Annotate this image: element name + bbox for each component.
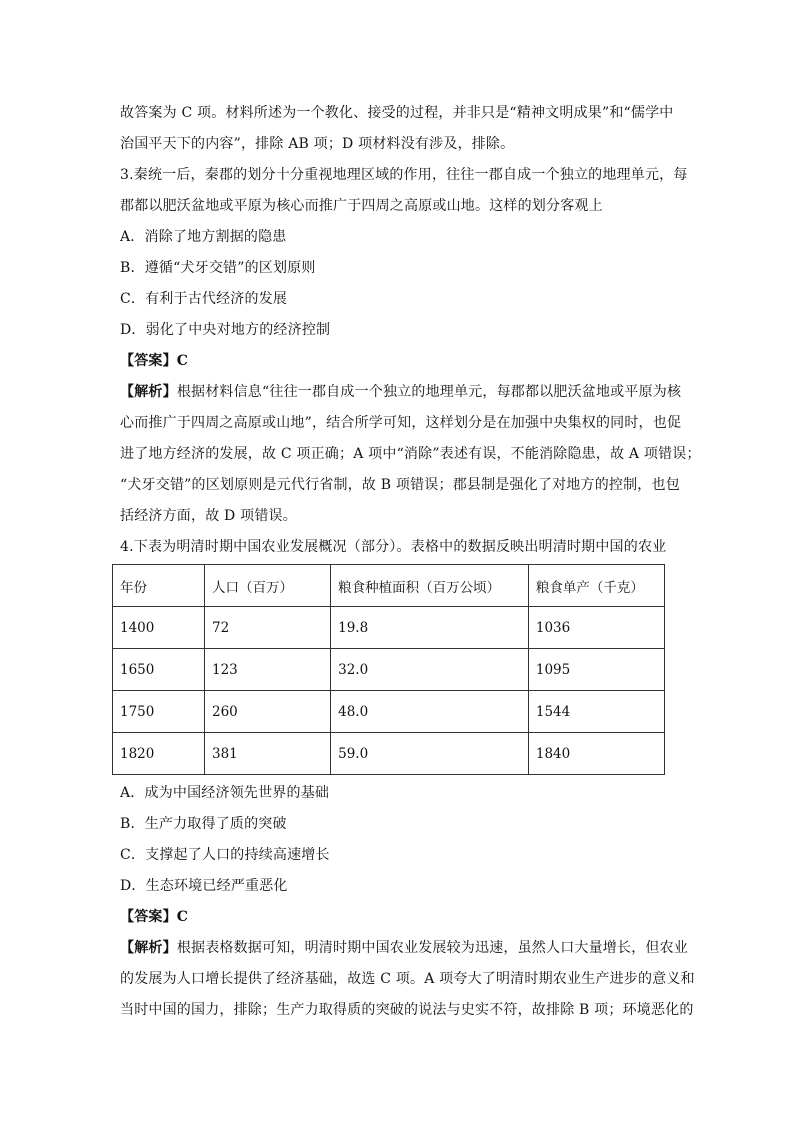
- q3-stem-line-2: 郡都以肥沃盆地或平原为核心而推广于四周之高原或山地。这样的划分客观上: [120, 198, 603, 214]
- q2-analysis-line-1: 故答案为 C 项。材料所述为一个教化、接受的过程，并非只是“精神文明成果”和“儒学中: [120, 105, 674, 121]
- q4-option-c: C．支撑起了人口的持续高速增长: [120, 847, 330, 863]
- table-row: [113, 691, 665, 733]
- q3-analysis-label: 【解析】: [120, 384, 177, 400]
- q4-analysis-text-1: 根据表格数据可知，明清时期中国农业发展较为迅速，虽然人口大量增长，但农业: [176, 940, 689, 956]
- q3-analysis-line-1: [120, 377, 680, 408]
- q3-analysis-line-3: 进了地方经济的发展，故 C 项正确；A 项中“消除”表述有误，不能消除隐患，故 A 项错误；: [120, 446, 701, 462]
- table-header-cell: 粮食种植面积（百万公顷）: [331, 565, 529, 607]
- q4-option-b: B．生产力取得了质的突破: [120, 816, 287, 832]
- table-cell: 123: [204, 649, 330, 691]
- q3-analysis-line-2: 心而推广于四周之高原或山地”，结合所学可知，这样划分是在加强中央集权的同时，也促: [120, 415, 682, 431]
- table-row: [113, 733, 665, 775]
- q3-option-b: B．遵循“犬牙交错”的区划原则: [120, 260, 316, 276]
- q4-option-a: A．成为中国经济领先世界的基础: [120, 785, 330, 801]
- table-row: [113, 649, 665, 691]
- q3-analysis-line-5: 括经济方面，故 D 项错误。: [120, 508, 297, 524]
- table-cell: 1095: [528, 649, 664, 691]
- q4-analysis-line-2: 的发展为人口增长提供了经济基础，故选 C 项。A 项夸大了明清时期农业生产进步的意义和: [120, 971, 695, 987]
- table-header-cell: 粮食单产（千克）: [528, 565, 664, 607]
- q3-option-c: C．有利于古代经济的发展: [120, 291, 288, 307]
- q4-analysis-label: 【解析】: [120, 940, 177, 956]
- table-cell: 1036: [528, 607, 664, 649]
- table-header-cell: 人口（百万）: [204, 565, 330, 607]
- q3-analysis-text-1: 根据材料信息“往往一郡自成一个独立的地理单元，每郡都以肥沃盆地或平原为核: [176, 384, 682, 400]
- q4-analysis-line-1: [120, 933, 689, 964]
- table-cell: 48.0: [331, 691, 529, 733]
- table-cell: 1750: [113, 691, 205, 733]
- table-header-row: [113, 565, 665, 607]
- table-cell: 1400: [113, 607, 205, 649]
- table-cell: 72: [204, 607, 330, 649]
- q4-analysis-line-3: 当时中国的国力，排除；生产力取得质的突破的说法与史实不符，故排除 B 项；环境恶化的: [120, 1002, 694, 1018]
- table-cell: 32.0: [331, 649, 529, 691]
- table-cell: 19.8: [331, 607, 529, 649]
- table-cell: 381: [204, 733, 330, 775]
- q4-answer: 【答案】C: [120, 909, 189, 925]
- table-row: [113, 607, 665, 649]
- q4-option-d: D．生态环境已经严重恶化: [120, 878, 288, 894]
- q3-stem-line-1: 3.秦统一后，秦郡的划分十分重视地理区域的作用，往往一郡自成一个独立的地理单元，每: [120, 167, 688, 183]
- q3-answer: 【答案】C: [120, 353, 189, 369]
- table-header-cell: 年份: [113, 565, 205, 607]
- q4-stem: 4.下表为明清时期中国农业发展概况（部分）。表格中的数据反映出明清时期中国的农业: [120, 539, 667, 555]
- q3-option-d: D．弱化了中央对地方的经济控制: [120, 322, 331, 338]
- table-cell: 1650: [113, 649, 205, 691]
- table-cell: 59.0: [331, 733, 529, 775]
- q3-option-a: A．消除了地方割据的隐患: [120, 229, 287, 245]
- table-cell: 1544: [528, 691, 664, 733]
- q2-analysis-line-2: 治国平天下的内容”，排除 AB 项；D 项材料没有涉及，排除。: [120, 136, 515, 152]
- table-cell: 1840: [528, 733, 664, 775]
- q3-analysis-line-4: “犬牙交错”的区划原则是元代行省制，故 B 项错误；郡县制是强化了对地方的控制，也包: [120, 477, 680, 493]
- agriculture-data-table: [112, 564, 665, 775]
- table-cell: 1820: [113, 733, 205, 775]
- table-cell: 260: [204, 691, 330, 733]
